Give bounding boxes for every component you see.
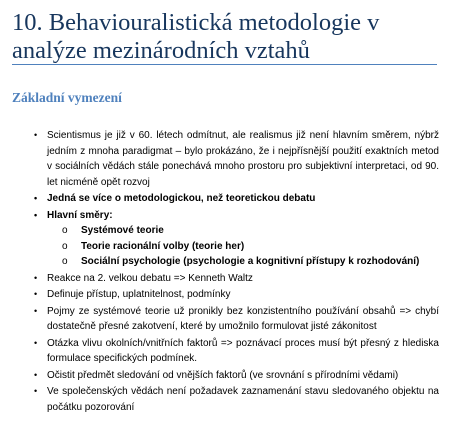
- bullet-icon: •: [34, 386, 38, 396]
- list-item-text: Ve společenských vědách není požadavek zaznamenání stavu sledovaného objektu na počátku pozorování: [47, 386, 439, 413]
- bullet-icon: •: [34, 130, 38, 140]
- list-item-text: Jedná se více o metodologickou, než teoretickou debatu: [47, 193, 316, 204]
- list-item-text: Definuje přístup, uplatnitelnost, podmínky: [47, 289, 231, 300]
- sub-list-item-text: Teorie racionální volby (teorie her): [81, 240, 245, 252]
- sub-list-item: [47, 254, 439, 270]
- list-item-text: Scientismus je již v 60. létech odmítnut, ale realismus již není hlavním směrem, nýbrž jedním z mnoha paradigmat – bylo prokázáno, že i nejpřísnější použití exaktních metod v sociálních vědách stále ponechává mnoho prostoru pro subjektivní interpretaci, od 90. let nicméně opět rozvoj: [47, 130, 439, 188]
- bullet-icon: •: [34, 289, 38, 299]
- list-item: [0, 304, 455, 335]
- list-item: [0, 208, 455, 270]
- list-item: [0, 191, 455, 207]
- title-underline: [12, 64, 437, 65]
- sub-list-item: [47, 239, 439, 255]
- section-heading: Základní vymezení: [12, 90, 122, 105]
- bullet-list: [0, 128, 455, 416]
- list-item-text: Hlavní směry:: [47, 209, 113, 221]
- list-item: [0, 128, 455, 190]
- sub-list-item: [47, 223, 439, 239]
- bullet-icon: •: [34, 337, 38, 348]
- sub-bullet-icon: o: [62, 240, 68, 252]
- list-item-text: Otázka vlivu okolních/vnitřních faktorů => poznávací proces musí být přesný z hlediska formulace specifických podmínek.: [47, 337, 439, 364]
- list-item: [0, 271, 455, 287]
- bullet-icon: •: [34, 193, 38, 203]
- sub-bullet-icon: o: [62, 225, 68, 236]
- page-title: 10. Behaviouralistická metodologie v analýze mezinárodních vztahů: [12, 9, 380, 64]
- list-item-text: Očistit předmět sledování od vnějších faktorů (ve srovnání s přírodními vědami): [47, 369, 399, 381]
- list-item-text: Reakce na 2. velkou debatu => Kenneth Waltz: [47, 272, 253, 284]
- bullet-icon: •: [34, 272, 38, 283]
- bullet-icon: •: [34, 369, 38, 380]
- sub-list-item-text: Systémové teorie: [81, 225, 164, 236]
- bullet-icon: •: [34, 209, 38, 220]
- list-item-text: Pojmy ze systémové teorie už pronikly bez konzistentního používání obsahů => chybí dostatečně přesné zakotvení, které by umožnilo formulovat jisté zákonitost: [47, 305, 439, 332]
- list-item: [0, 384, 455, 415]
- list-item: [0, 336, 455, 367]
- list-item: [0, 368, 455, 384]
- sub-list: [47, 223, 439, 270]
- sub-bullet-icon: o: [62, 256, 68, 267]
- sub-list-item-text: Sociální psychologie (psychologie a kognitivní přístupy k rozhodování): [81, 256, 420, 267]
- list-item: [0, 287, 455, 303]
- bullet-icon: •: [34, 305, 38, 316]
